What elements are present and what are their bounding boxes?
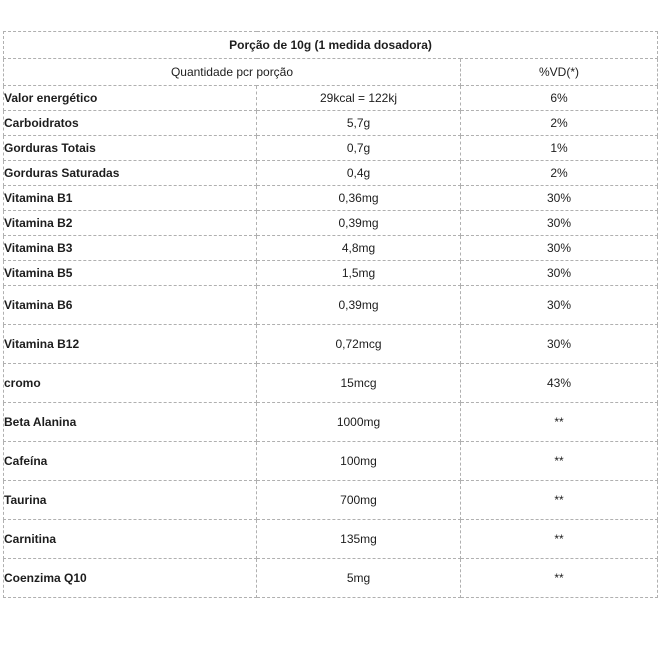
nutrient-name: Vitamina B2: [4, 211, 257, 236]
table-row: [4, 481, 658, 520]
table-row: [4, 261, 658, 286]
nutrient-dv: 30%: [461, 325, 658, 364]
nutrient-dv: 30%: [461, 211, 658, 236]
nutrition-facts-table: [3, 31, 658, 598]
table-row: [4, 111, 658, 136]
nutrient-quantity: 0,4g: [257, 161, 461, 186]
nutrient-dv: 30%: [461, 286, 658, 325]
nutrient-dv: 2%: [461, 161, 658, 186]
table-row: [4, 286, 658, 325]
nutrient-quantity: 0,36mg: [257, 186, 461, 211]
nutrient-dv: 43%: [461, 364, 658, 403]
nutrient-name: Beta Alanina: [4, 403, 257, 442]
table-row: [4, 211, 658, 236]
nutrient-dv: 6%: [461, 86, 658, 111]
table-row: [4, 236, 658, 261]
table-row: [4, 186, 658, 211]
table-row: [4, 161, 658, 186]
table-title-row: [4, 32, 658, 59]
nutrient-dv: **: [461, 559, 658, 598]
nutrient-quantity: 100mg: [257, 442, 461, 481]
nutrient-dv: 2%: [461, 111, 658, 136]
nutrient-quantity: 1000mg: [257, 403, 461, 442]
table-row: [4, 86, 658, 111]
nutrient-quantity: 135mg: [257, 520, 461, 559]
nutrient-name: Carboidratos: [4, 111, 257, 136]
table-header-row: [4, 59, 658, 86]
nutrient-name: Vitamina B1: [4, 186, 257, 211]
nutrient-dv: 30%: [461, 261, 658, 286]
nutrient-name: Cafeína: [4, 442, 257, 481]
nutrient-name: Taurina: [4, 481, 257, 520]
nutrient-quantity: 29kcal = 122kj: [257, 86, 461, 111]
nutrient-dv: 1%: [461, 136, 658, 161]
nutrient-quantity: 0,72mcg: [257, 325, 461, 364]
nutrient-name: Carnitina: [4, 520, 257, 559]
nutrient-quantity: 5mg: [257, 559, 461, 598]
nutrient-name: Vitamina B12: [4, 325, 257, 364]
nutrient-dv: **: [461, 481, 658, 520]
table-row: [4, 403, 658, 442]
column-header-dv: %VD(*): [461, 59, 658, 86]
nutrient-quantity: 4,8mg: [257, 236, 461, 261]
table-row: [4, 559, 658, 598]
nutrient-name: Gorduras Saturadas: [4, 161, 257, 186]
nutrient-dv: 30%: [461, 186, 658, 211]
nutrient-quantity: 5,7g: [257, 111, 461, 136]
nutrient-name: Valor energético: [4, 86, 257, 111]
column-header-quantity: Quantidade pcr porção: [4, 59, 461, 86]
table-row: [4, 364, 658, 403]
table-row: [4, 325, 658, 364]
nutrient-name: Gorduras Totais: [4, 136, 257, 161]
nutrient-name: Vitamina B3: [4, 236, 257, 261]
table-row: [4, 520, 658, 559]
nutrient-name: Vitamina B5: [4, 261, 257, 286]
nutrient-dv: **: [461, 442, 658, 481]
nutrient-name: Vitamina B6: [4, 286, 257, 325]
table-row: [4, 136, 658, 161]
nutrient-dv: **: [461, 403, 658, 442]
nutrient-quantity: 0,7g: [257, 136, 461, 161]
nutrient-quantity: 0,39mg: [257, 211, 461, 236]
table-row: [4, 442, 658, 481]
nutrient-quantity: 700mg: [257, 481, 461, 520]
nutrient-name: cromo: [4, 364, 257, 403]
nutrient-name: Coenzima Q10: [4, 559, 257, 598]
table-title: Porção de 10g (1 medida dosadora): [4, 32, 658, 59]
nutrient-dv: 30%: [461, 236, 658, 261]
nutrient-quantity: 1,5mg: [257, 261, 461, 286]
nutrient-quantity: 15mcg: [257, 364, 461, 403]
nutrient-quantity: 0,39mg: [257, 286, 461, 325]
nutrient-dv: **: [461, 520, 658, 559]
